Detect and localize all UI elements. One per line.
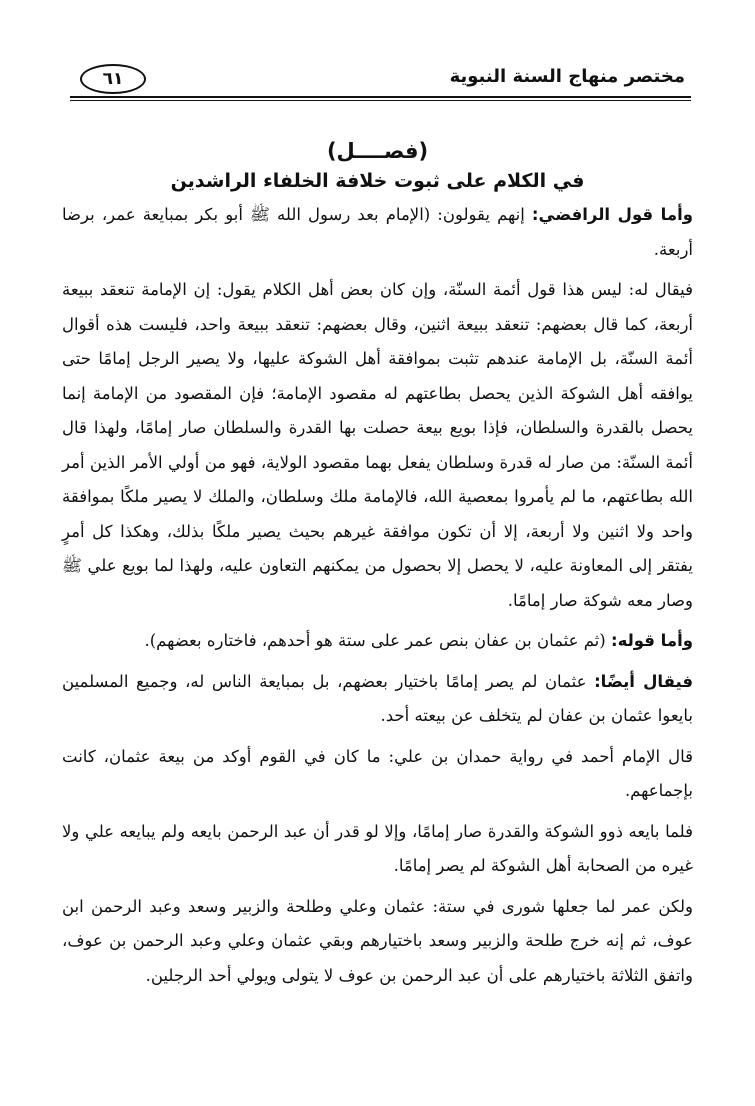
paragraph-text: عثمان لم يصر إمامًا باختيار بعضهم، بل بمبايعة الناس له، وجميع المسلمين بايعوا عثمان بن عفان لم يتخلف عن بيعته أحد. [62, 671, 693, 725]
paragraph [62, 273, 693, 618]
header-rule-thin [70, 100, 691, 101]
paragraph [62, 665, 693, 734]
paragraph-text: فلما بايعه ذوو الشوكة والقدرة صار إمامًا، وإلا لو قدر أن عبد الرحمن بايعه ولم يبايعه علي ولا غيره من الصحابة أهل الشوكة لم يصر إمامًا. [62, 821, 693, 875]
paragraph [62, 815, 693, 884]
paragraph-lead: فيقال أيضًا: [594, 671, 693, 691]
header-rule [70, 96, 691, 98]
paragraph-text: فيقال له: ليس هذا قول أئمة السنّة، وإن كان بعض أهل الكلام يقول: إن الإمامة تنعقد ببيعة أربعة، كما قال بعضهم: تنعقد ببيعة اثنين، وقال بعضهم: تنعقد ببيعة واحد، فليست هذه أقوال أئمة السنّة، بل الإمامة عندهم تثبت بموافقة أهل الشوكة عليها، ولا يصير الرجل إمامًا حتى يوافقه أهل الشوكة الذين يحصل بطاعتهم له مقصود الإمامة؛ فإن المقصود من الإمامة إنما يحصل بالقدرة والسلطان، فإذا بويع بيعة حصلت بها القدرة والسلطان صار إمامًا، ولهذا قال أئمة السنّة: من صار له قدرة وسلطان يفعل بهما مقصود الولاية، فهو من أولي الأمر الذين أمر الله بطاعتهم، ما لم يأمروا بمعصية الله، فالإمامة ملك وسلطان، والملك لا يصير ملكًا بموافقة واحد ولا اثنين ولا أربعة، إلا أن تكون موافقة غيرهم بحيث يصير ملكًا بذلك، وهكذا كل أمرٍ يفتقر إلى المعاونة عليه، لا يحصل إلا بحصول من يمكنهم التعاون عليه، ولهذا لما بويع علي ﷺ وصار معه شوكة صار إمامًا. [62, 280, 693, 610]
running-title: مختصر منهاج السنة النبوية [449, 66, 685, 87]
paragraph [62, 740, 693, 809]
section-subtitle: في الكلام على ثبوت خلافة الخلفاء الراشدين [170, 170, 585, 192]
paragraph [62, 198, 693, 267]
section-title: (فصــــل) [326, 139, 429, 163]
paragraph [62, 890, 693, 994]
paragraph-text: إنهم يقولون: (الإمام بعد رسول الله ﷺ أبو بكر بمبايعة عمر، برضا أربعة. [62, 205, 693, 259]
paragraph-text: (ثم عثمان بن عفان بنص عمر على ستة هو أحدهم، فاختاره بعضهم). [144, 631, 611, 650]
paragraph [62, 624, 693, 659]
paragraph-lead: وأما قول الرافضي: [531, 205, 693, 224]
page-body [62, 136, 693, 999]
paragraph-text: ولكن عمر لما جعلها شورى في ستة: عثمان وعلي وطلحة والزبير وسعد وعبد الرحمن ابن عوف، ثم إنه خرج طلحة والزبير وسعد باختيارهم وبقي عثمان وعلي وعبد الرحمن بن عوف، واتفق الثلاثة باختيارهم على أن عبد الرحمن بن عوف لا يتولى ويولي أحد الرجلين. [62, 896, 693, 985]
paragraph-lead: وأما قوله: [610, 631, 693, 650]
paragraph-text: قال الإمام أحمد في رواية حمدان بن علي: ما كان في القوم أوكد من بيعة عثمان، كانت بإجماعهم. [62, 746, 693, 800]
page-number: ٦١ [80, 64, 146, 94]
